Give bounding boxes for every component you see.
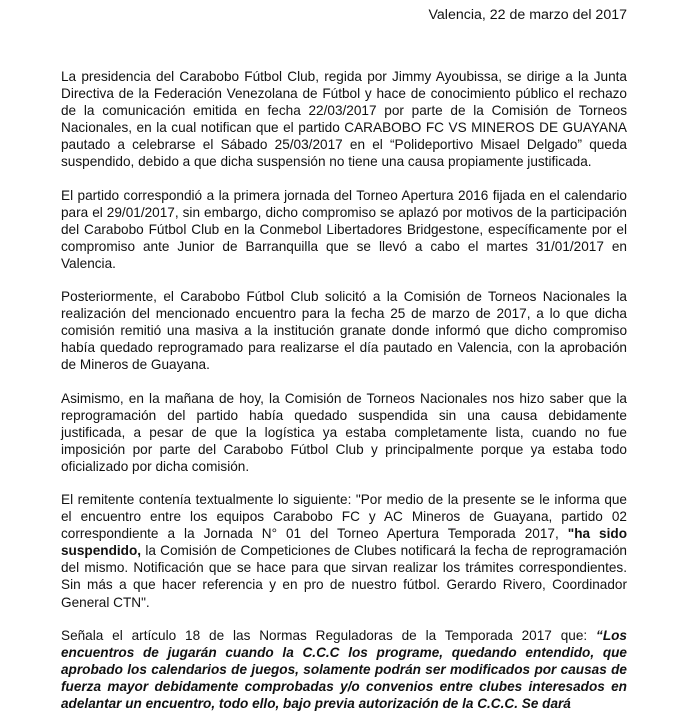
paragraph-4: Asimismo, en la mañana de hoy, la Comisión de Torneos Nacionales nos hizo saber que la reprogramación del partido había quedado suspendida sin una causa debidamente justificada, a pesar de que la logística ya estaba completamente lista, cuando no fue imposición por parte del Carabobo Fútbol Club y principalmente porque ya estaba todo oficializado por dicha comisión. (61, 390, 627, 474)
letter-date: Valencia, 22 de marzo del 2017 (428, 7, 627, 23)
paragraph-5-text-a: El remitente contenía textualmente lo siguiente: "Por medio de la presente se le informa que el encuentro entre los equipos Carabobo FC y AC Mineros de Guayana, partido 02 correspondiente a la Jornada N° 01 del Torneo Apertura Temporada 2017, (61, 491, 627, 542)
paragraph-1: La presidencia del Carabobo Fútbol Club, regida por Jimmy Ayoubissa, se dirige a la Junta Directiva de la Federación Venezolana de Fútbol y hace de conocimiento público el rechazo de la comunicación emitida en fecha 22/03/2017 por parte de la Comisión de Torneos Nacionales, en la cual notifican que el partido CARABOBO FC VS MINEROS DE GUAYANA pautado a celebrarse el Sábado 25/03/2017 en el “Polideportivo Misael Delgado” queda suspendido, debido a que dicha suspensión no tiene una causa propiamente justificada. (61, 69, 627, 170)
paragraph-6-text-a: Señala el artículo 18 de las Normas Reguladoras de la Temporada 2017 que: (61, 627, 597, 643)
paragraph-6 (61, 627, 627, 712)
paragraph-5 (61, 491, 627, 611)
paragraph-5-text-b: la Comisión de Competiciones de Clubes notificará la fecha de reprogramación del mismo. Notificación que se hace para que sirvan realizar los trámites correspondientes. Sin más a que hacer referencia y en pro de nuestro fútbol. Gerardo Rivero, Coordinador General CTN". (61, 543, 627, 610)
paragraph-5-bold: "ha sido suspendido, (61, 526, 628, 559)
paragraph-6-bold-italic: “Los encuentros de jugarán cuando la C.C.C los programe, quedando entendido, que aprobado los calendarios de juegos, solamente podrán ser modificados por causas de fuerza mayor debidamente comprobadas y/o convenios entre clubes interesados en adelantar un encuentro, todo ello, bajo previa autorización de la C.C.C. Se dará (61, 627, 627, 711)
paragraph-2: El partido correspondió a la primera jornada del Torneo Apertura 2016 fijada en el calendario para el 29/01/2017, sin embargo, dicho compromiso se aplazó por motivos de la participación del Carabobo Fútbol Club en la Conmebol Libertadores Bridgestone, específicamente por el compromiso ante Junior de Barranquilla que se llevó a cabo el martes 31/01/2017 en Valencia. (61, 187, 627, 271)
letter-body (61, 68, 627, 728)
paragraph-3: Posteriormente, el Carabobo Fútbol Club solicitó a la Comisión de Torneos Nacionales la realización del mencionado encuentro para la fecha 25 de marzo de 2017, a lo que dicha comisión remitió una masiva a la institución granate donde informó que dicho compromiso había quedado reprogramado para realizarse el día pautado en Valencia, con la aprobación de Mineros de Guayana. (61, 289, 627, 373)
